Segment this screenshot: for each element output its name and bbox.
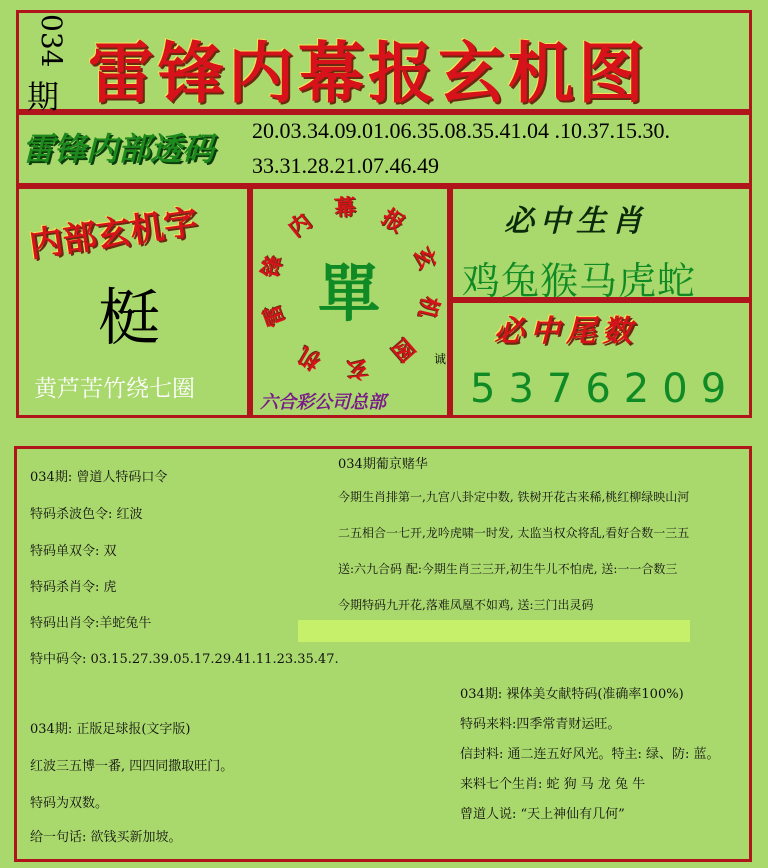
zodiac-animals: 鸡兔猴马虎蛇	[462, 259, 697, 303]
lower-left-line1: 034期: 曾道人特码口令	[30, 470, 168, 485]
highlight-band	[298, 620, 690, 642]
zodiac-label: 必中生肖	[504, 204, 648, 239]
wheel-ring-char: 图	[386, 332, 420, 367]
wheel-ring-char: 幕	[333, 194, 358, 222]
page-title: 雷锋内幕报玄机图	[88, 34, 648, 112]
football-line1: 034期: 正版足球报(文字版)	[30, 722, 191, 737]
beauty-line5: 曾道人说: “天上神仙有几何”	[460, 807, 625, 822]
lower-left-line4: 特码杀肖令: 虎	[30, 580, 117, 595]
mystery-char-arc-label: 内部玄机字	[26, 202, 201, 266]
mystery-riddle: 黄芦苦竹绕七圈	[34, 376, 195, 402]
beauty-line3: 信封料: 通二连五好风光。特主: 绿、防: 蓝。	[460, 747, 720, 762]
lower-right-line3: 送:六九合码 配:今期生肖三三开,初生牛儿不怕虎, 送:一一合数三	[338, 562, 678, 576]
wheel-footer: 六合彩公司总部	[260, 392, 386, 413]
tail-digits: 5376209	[470, 366, 740, 412]
wheel-ring-char: 锋	[256, 252, 288, 281]
wheel-ring-char: 玄	[408, 242, 441, 274]
wheel-ring-char: 内	[282, 208, 317, 243]
lower-right-line1: 今期生肖排第一,九宫八卦定中数, 铁树开花古来稀,桃红柳绿映山河	[338, 490, 690, 504]
internal-code-label: 雷锋内部透码	[22, 130, 215, 168]
lower-left-line6: 特中码令: 03.15.27.39.05.17.29.41.11.23.35.47.	[30, 652, 339, 667]
beauty-line4: 来料七个生肖: 蛇 狗 马 龙 兔 牛	[460, 777, 646, 792]
lower-left-line3: 特码单双令: 双	[30, 544, 117, 559]
tail-label: 必中尾数	[494, 314, 638, 349]
football-line4: 给一句话: 欲钱买新加坡。	[30, 830, 182, 845]
lower-left-line5: 特码出肖令:羊蛇兔牛	[30, 616, 152, 631]
football-line2: 红波三五博一番, 四四同撒取旺门。	[30, 759, 234, 774]
mystery-character: 梃	[98, 281, 161, 354]
issue-suffix: 期	[27, 78, 60, 116]
wheel-ring-char: 机	[293, 341, 326, 375]
beauty-line1: 034期: 裸体美女献特码(准确率100%)	[460, 687, 684, 702]
wheel-ring-char: 机	[413, 293, 444, 321]
lower-right-line4: 今期特码九开花,落难凤凰不如鸡, 送:三门出灵码	[338, 598, 594, 612]
wheel-center-char: 單	[318, 257, 381, 330]
wheel-side-char: 诚	[434, 352, 447, 366]
beauty-line2: 特码来料:四季常青财运旺。	[460, 717, 621, 732]
wheel-ring-char: 玄	[345, 354, 371, 383]
football-line3: 特码为双数。	[30, 796, 109, 811]
wheel-ring-char: 报	[376, 203, 410, 238]
internal-code-numbers-1: 20.03.34.09.01.06.35.08.35.41.04 .10.37.15.30.	[252, 118, 670, 143]
lower-right-title: 034期葡京赌华	[338, 457, 428, 472]
wheel-ring-char: 雷	[258, 301, 291, 331]
internal-code-numbers-2: 33.31.28.21.07.46.49	[252, 153, 439, 178]
lower-left-line2: 特码杀波色令: 红波	[30, 507, 143, 522]
issue-number: 034	[35, 14, 68, 68]
lower-right-line2: 二五相合一七开,龙吟虎啸一时发, 太监当权众将乱,看好合数一三五	[338, 526, 690, 540]
